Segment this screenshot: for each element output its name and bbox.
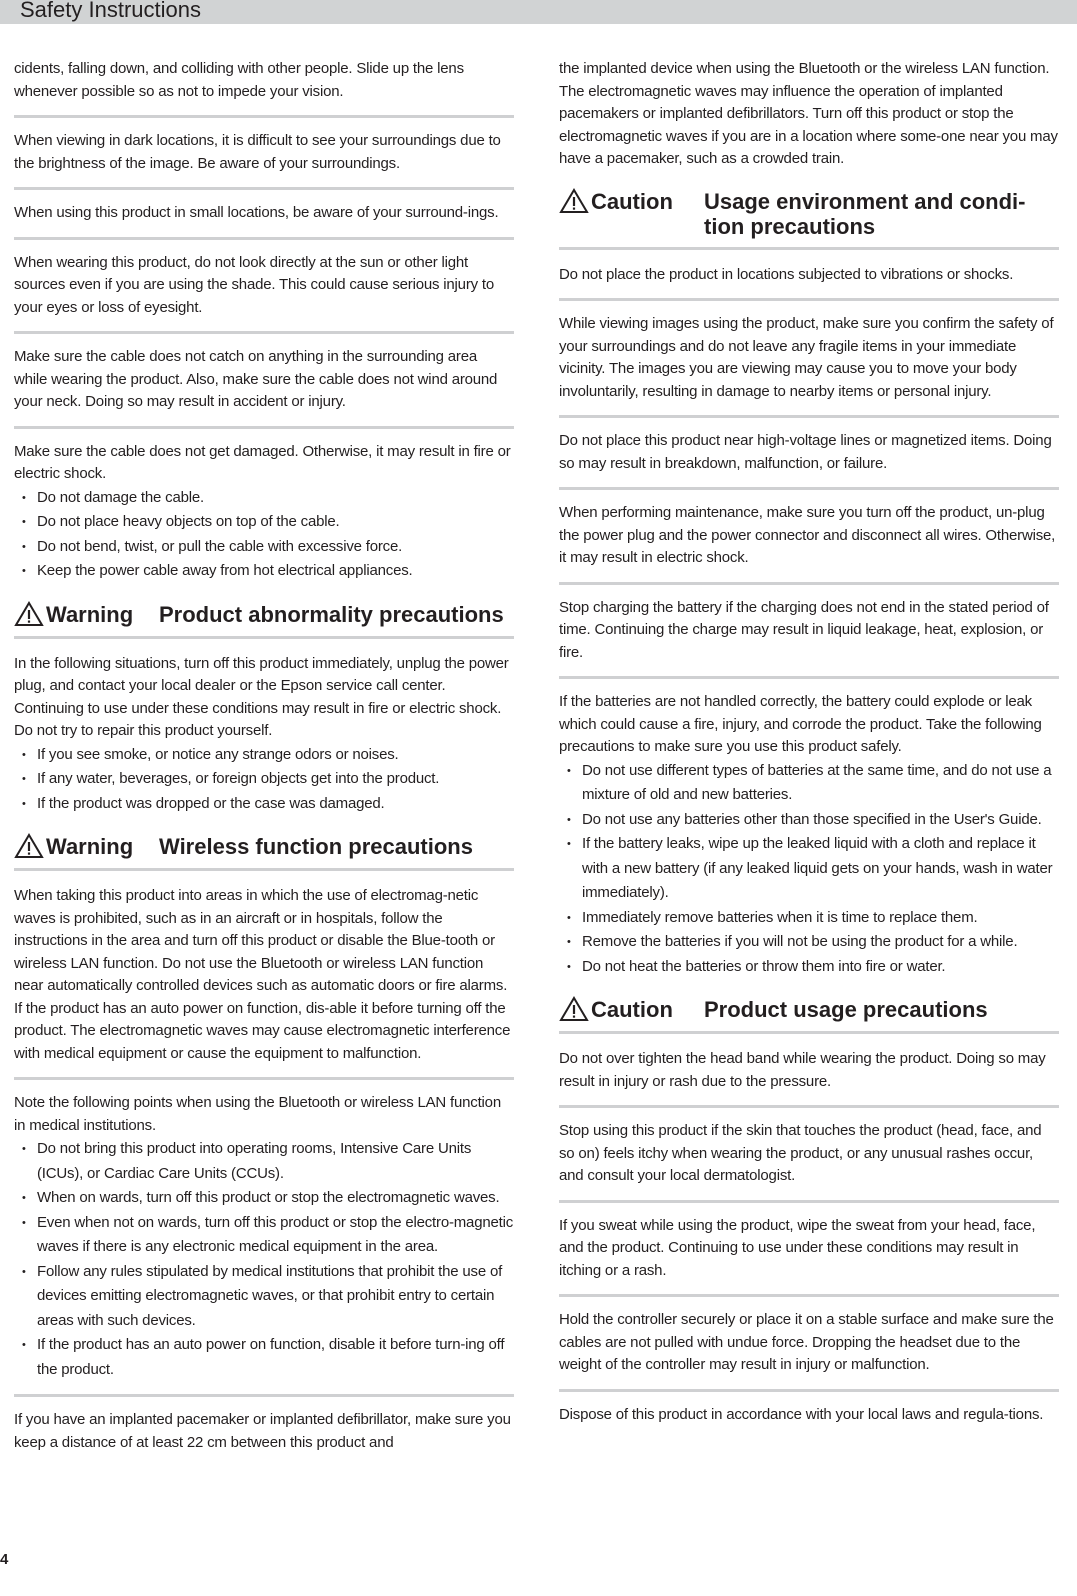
divider bbox=[14, 115, 514, 118]
paragraph: When taking this product into areas in which the use of electromag-netic waves is prohibited, such as in an aircraft or in hospitals, follow the instructions in the area and turn off this product or disable the Blue-tooth or wireless LAN function. Do not use the Bluetooth or wireless LAN function near automatically controlled devices such as automatic doors or fire alarms. If the product has an auto power on function, dis-able it before turning off the product. The electromagnetic waves may cause electromagnetic interference with medical equipment or cause the equipment to malfunction. bbox=[14, 887, 511, 1062]
paragraph: Make sure the cable does not catch on anything in the surrounding area while wearing the product. Also, make sure the cable does not wind around your neck. Doing so may result in accident or injury. bbox=[14, 348, 498, 410]
paragraph: Stop using this product if the skin that touches the product (head, face, and so on) feels itchy when wearing the product, or any unusual rashes occur, and consult your local dermatologist. bbox=[559, 1122, 1042, 1184]
divider bbox=[559, 298, 1059, 301]
paragraph: Dispose of this product in accordance with your local laws and regula-tions. bbox=[559, 1405, 1044, 1423]
heading-rule bbox=[559, 1031, 1059, 1034]
paragraph: If you have an implanted pacemaker or implanted defibrillator, make sure you keep a distance of at least 22 cm between this product and bbox=[14, 1411, 511, 1451]
divider bbox=[559, 1389, 1059, 1392]
heading-title: Wireless function precautions bbox=[159, 834, 473, 859]
heading-level-label: Caution bbox=[591, 188, 673, 214]
paragraph: If the batteries are not handled correctly, the battery could explode or leak which could cause a fire, injury, and corrode the product. Take the following precautions to make sure you use this product safely. bbox=[559, 693, 1042, 755]
paragraph: In the following situations, turn off this product immediately, unplug the power plug, and contact your local dealer or the Epson service call center. Continuing to use under these conditions may result in fire or electric shock. Do not try to repair this product yourself. bbox=[14, 654, 509, 739]
divider bbox=[559, 676, 1059, 679]
divider bbox=[14, 1077, 514, 1080]
paragraph: Do not over tighten the head band while wearing the product. Doing so may result in injury or rash due to the pressure. bbox=[559, 1050, 1046, 1090]
divider bbox=[559, 582, 1059, 585]
paragraph: While viewing images using the product, make sure you confirm the safety of your surroundings and do not leave any fragile items in your immediate vicinity. The images you are viewing may cause you to move your body involuntarily, resulting in damage to nearby items or personal injury. bbox=[559, 315, 1054, 400]
divider bbox=[559, 1105, 1059, 1108]
divider bbox=[559, 1294, 1059, 1297]
heading-level bbox=[559, 189, 704, 215]
heading-level-label: Warning bbox=[46, 834, 134, 859]
heading-level bbox=[14, 602, 159, 628]
divider bbox=[559, 415, 1059, 418]
heading-level-label: Caution bbox=[591, 997, 673, 1022]
right-column bbox=[559, 58, 1059, 1426]
list-item: • Do not damage the cable. bbox=[14, 486, 514, 511]
list-item: • Immediately remove batteries when it is time to replace them. bbox=[559, 906, 1059, 931]
list-item: • Even when not on wards, turn off this product or stop the electro-magnetic waves if there is any electronic medical equipment in the area. bbox=[14, 1211, 514, 1260]
paragraph: Do not place this product near high-voltage lines or magnetized items. Doing so may result in breakdown, malfunction, or failure. bbox=[559, 432, 1052, 472]
paragraph: Do not place the product in locations subjected to vibrations or shocks. bbox=[559, 265, 1014, 283]
paragraph: Hold the controller securely or place it on a stable surface and make sure the cables are not pulled with undue force. Dropping the headset due to the weight of the controller may result in injury or malfunction. bbox=[559, 1311, 1054, 1373]
heading-rule bbox=[559, 247, 1059, 250]
paragraph: the implanted device when using the Bluetooth or the wireless LAN function. The electromagnetic waves may influence the operation of implanted pacemakers or implanted defibrillators. Turn off this product or stop the electromagnetic waves if you are in a location where some-one near you may have a pacemaker, such as a crowded train. bbox=[559, 60, 1058, 167]
section-heading-warning bbox=[14, 602, 514, 639]
heading-level-label: Warning bbox=[46, 601, 134, 627]
list-item: • Do not use any batteries other than those specified in the User's Guide. bbox=[559, 808, 1059, 833]
list-item: • Do not heat the batteries or throw them into fire or water. bbox=[559, 955, 1059, 980]
list-item: • Do not bend, twist, or pull the cable with excessive force. bbox=[14, 535, 514, 560]
list-item: • When on wards, turn off this product or stop the electromagnetic waves. bbox=[14, 1186, 514, 1211]
divider bbox=[559, 487, 1059, 490]
section-heading-warning bbox=[14, 834, 514, 871]
heading-level bbox=[14, 834, 159, 860]
heading-rule bbox=[14, 868, 514, 871]
section-heading-caution bbox=[559, 997, 1059, 1034]
list-item: • Do not bring this product into operating rooms, Intensive Care Units (ICUs), or Cardiac Care Units (CCUs). bbox=[14, 1137, 514, 1186]
warning-triangle-icon bbox=[14, 833, 44, 859]
heading-rule bbox=[14, 636, 514, 639]
paragraph: Make sure the cable does not get damaged. Otherwise, it may result in fire or electric shock. bbox=[14, 442, 511, 482]
divider bbox=[14, 187, 514, 190]
header-bar bbox=[0, 0, 1077, 24]
list-item: • Do not place heavy objects on top of the cable. bbox=[14, 510, 514, 535]
bullet-list bbox=[559, 759, 1059, 980]
page-title: Safety Instructions bbox=[20, 0, 201, 22]
divider bbox=[14, 331, 514, 334]
list-item: • If the battery leaks, wipe up the leaked liquid with a cloth and replace it with a new battery (if any leaked liquid gets on your hands, wash in water immediately). bbox=[559, 832, 1059, 906]
heading-title: Product usage precautions bbox=[704, 997, 988, 1022]
section-heading-caution bbox=[559, 189, 1059, 250]
heading-title: Usage environment and condi-tion precautions bbox=[704, 188, 1026, 239]
list-item: • Do not use different types of batteries at the same time, and do not use a mixture of old and new batteries. bbox=[559, 759, 1059, 808]
warning-triangle-icon bbox=[559, 188, 589, 214]
divider bbox=[14, 1394, 514, 1397]
list-item: • If the product has an auto power on function, disable it before turn-ing off the product. bbox=[14, 1333, 514, 1382]
warning-triangle-icon bbox=[559, 996, 589, 1022]
paragraph: When viewing in dark locations, it is difficult to see your surroundings due to the brightness of the image. Be aware of your surroundings. bbox=[14, 132, 501, 172]
list-item: • If you see smoke, or notice any strange odors or noises. bbox=[14, 743, 514, 768]
list-item: • If any water, beverages, or foreign objects get into the product. bbox=[14, 767, 514, 792]
page-number: 4 bbox=[0, 1551, 9, 1568]
paragraph: When using this product in small locations, be aware of your surround-ings. bbox=[14, 204, 499, 221]
heading-level bbox=[559, 997, 704, 1023]
warning-triangle-icon bbox=[14, 601, 44, 627]
bullet-list bbox=[14, 1137, 514, 1382]
list-item: • Remove the batteries if you will not be using the product for a while. bbox=[559, 930, 1059, 955]
paragraph: When performing maintenance, make sure you turn off the product, un-plug the power plug and the power connector and disconnect all wires. Otherwise, it may result in electric shock. bbox=[559, 504, 1056, 566]
paragraph: Note the following points when using the Bluetooth or wireless LAN function in medical institutions. bbox=[14, 1094, 501, 1134]
list-item: • If the product was dropped or the case was damaged. bbox=[14, 792, 514, 817]
paragraph: When wearing this product, do not look directly at the sun or other light sources even if you are using the shade. This could cause serious injury to your eyes or loss of eyesight. bbox=[14, 253, 495, 316]
divider bbox=[14, 426, 514, 429]
bullet-list bbox=[14, 486, 514, 584]
left-column bbox=[14, 58, 514, 1454]
paragraph: cidents, falling down, and colliding with other people. Slide up the lens whenever possible so as not to impede your vision. bbox=[14, 60, 464, 100]
divider bbox=[559, 1200, 1059, 1203]
paragraph: Stop charging the battery if the charging does not end in the stated period of time. Continuing the charge may result in liquid leakage, heat, explosion, or fire. bbox=[559, 598, 1049, 661]
bullet-list bbox=[14, 743, 514, 817]
list-item: • Follow any rules stipulated by medical institutions that prohibit the use of devices emitting electromagnetic waves, or that prohibit entry to certain areas with such devices. bbox=[14, 1260, 514, 1334]
heading-title: Product abnormality precautions bbox=[159, 601, 504, 627]
paragraph: If you sweat while using the product, wipe the sweat from your head, face, and the product. Continuing to use under these conditions may result in itching or a rash. bbox=[559, 1216, 1036, 1279]
divider bbox=[14, 237, 514, 240]
list-item: • Keep the power cable away from hot electrical appliances. bbox=[14, 559, 514, 584]
